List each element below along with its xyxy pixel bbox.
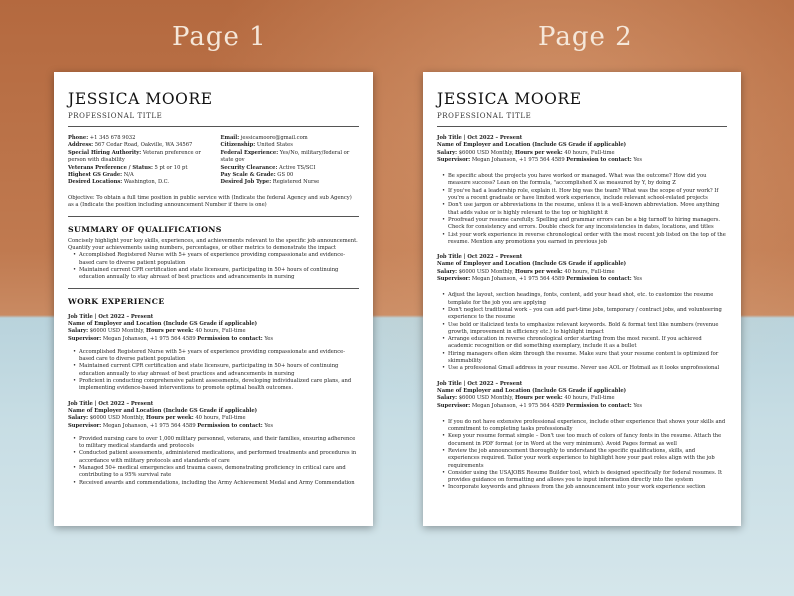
divider xyxy=(68,126,359,127)
contact-field-label: Highest GS Grade: xyxy=(68,172,123,179)
bullet-item: • Managed 50+ medical emergencies and trauma cases, demonstrating proficiency in critical care and contributing to a 95% survival rate xyxy=(68,465,359,480)
bullet-item: • Adjust the layout, section headings, fonts, content, add your head shot, etc. to customize the resume template for the job you are applying xyxy=(437,292,727,307)
supervisor-line: Supervisor: Megan Johanson, +1 975 564 4589 Permission to contact: Yes xyxy=(68,422,274,429)
bullet-item: • Review the job announcement thoroughly to understand the specific qualifications, skills, and experiences required. Tailor your work experience to highlight how your past roles align with the job requirements xyxy=(437,448,727,470)
divider xyxy=(437,126,727,127)
bullet-item: • Proofread your resume carefully. Spelling and grammar errors can be a big turnoff to hiring managers. Check for consistency and errors. Double check for any inconsistencies in dates, locations, and titles xyxy=(437,217,727,232)
bullet-item: • List your work experience in reverse chronological order with the most recent job listed on the top of the resume. Mention any promotions you earned in previous job xyxy=(437,232,727,247)
contact-field xyxy=(221,142,360,149)
contact-field-value: GS 00 xyxy=(275,172,294,179)
employer: Name of Employer and Location (Include GS Grade if applicable) xyxy=(437,142,627,149)
bullet-item: • Maintained current CPR certification and state licensure, participating in 50+ hours of continuing education annually to stay abreast of best practices and advancements in nursing xyxy=(68,267,359,282)
supervisor-line: Supervisor: Megan Johanson, +1 975 564 4589 Permission to contact: Yes xyxy=(437,402,643,409)
salary-line: Salary: $6000 USD Monthly, Hours per week: 40 hours, Full-time xyxy=(68,328,246,335)
contact-field-value: Yes/No, military/federal or state gov xyxy=(220,149,350,164)
contact-field xyxy=(68,179,207,186)
bullet-item: • Accomplished Registered Nurse with 5+ years of experience providing compassionate and evidence-based care to diverse patient population xyxy=(68,252,359,267)
contact-field-value: jessicamoore@gmail.com xyxy=(239,135,308,141)
contact-field xyxy=(221,150,360,165)
bullet-item: • Accomplished Registered Nurse with 5+ years of experience providing compassionate and evidence-based care to diverse patient population xyxy=(68,349,359,364)
contact-field-label: Federal Experience: xyxy=(220,149,279,156)
bullet-item: • Incorporate keywords and phrases from the job announcement into your work experience section xyxy=(437,484,727,491)
bullet-item: • Proficient in conducting comprehensive patient assessments, developing individualized care plans, and implementing evidence-based interventions to promote optimal health outcomes. xyxy=(68,378,359,393)
contact-field xyxy=(221,172,360,179)
bullet-item: • Consider using the USAJOBS Resume Builder tool, which is designed specifically for federal resumes. It provides guidance on formatting and allows you to input information directly into the system xyxy=(437,470,727,485)
supervisor-line: Supervisor: Megan Johanson, +1 975 564 4589 Permission to contact: Yes xyxy=(437,156,643,163)
objective: Objective: To obtain a full time position in public service with (Indicate the federal Agency and sub Agency) as a (Indicate the position including announcement Number if there is one) xyxy=(68,194,352,209)
job-2-bullets xyxy=(68,436,359,487)
summary-heading: SUMMARY OF QUALIFICATIONS xyxy=(68,224,222,234)
contact-field-value: 567 Cedar Road, Oakville, WA 34567 xyxy=(93,142,193,149)
work-experience-heading: WORK EXPERIENCE xyxy=(68,296,165,306)
resume-name: JESSICA MOORE xyxy=(68,90,213,108)
job-header: Job Title | Oct 2022 – Present xyxy=(437,254,523,261)
bullet-item: • If you do not have extensive professional experience, include other experience that shows your skills and commitment to completing tasks professionally xyxy=(437,419,727,434)
contact-field-label: Address: xyxy=(68,142,94,149)
job-entry-4 xyxy=(437,254,727,283)
job-1-bullets xyxy=(68,349,359,393)
bullet-item: • Arrange education in reverse chronological order starting from the most recent. If you achieved academic recognition or did something exemplary, include it as a bullet xyxy=(437,336,727,351)
contact-field-label: Pay Scale & Grade: xyxy=(220,172,276,179)
contact-field xyxy=(68,135,207,142)
contact-field xyxy=(221,165,360,172)
summary-bullets xyxy=(68,252,359,281)
bullet-item: • Don't use jargon or abbreviations in the resume, unless it is a well-known abbreviation. Move anything that adds value or is highly relevant to the top or highlight it xyxy=(437,202,727,217)
job-header: Job Title | Oct 2022 – Present xyxy=(68,313,154,320)
salary-line: Salary: $6000 USD Monthly, Hours per week: 40 hours, Full-time xyxy=(437,268,615,275)
professional-title: PROFESSIONAL TITLE xyxy=(437,112,532,120)
bullet-item: • If you've had a leadership role, explain it. How big was the team? What was the scope of your work? If you're a recent graduate or have limited work experience, include relevant school-related projects xyxy=(437,188,727,203)
contact-field-value: Registered Nurse xyxy=(271,179,320,186)
bullet-item: • Hiring managers often skim through the resume. Make sure that your resume content is optimized for skimmability xyxy=(437,351,727,366)
job-entry-3 xyxy=(437,135,727,164)
contact-field-value: United States xyxy=(255,142,293,149)
contact-left-column xyxy=(68,135,207,187)
contact-field-label: Special Hiring Authority: xyxy=(68,149,142,156)
contact-block xyxy=(68,135,359,187)
divider xyxy=(68,288,359,289)
job-header: Job Title | Oct 2022 – Present xyxy=(68,400,154,407)
bullet-item: • Received awards and commendations, including the Army Achievement Medal and Army Commendation xyxy=(68,480,359,487)
contact-field xyxy=(221,135,360,142)
job-entry-5 xyxy=(437,381,727,410)
contact-field-label: Desired Job Type: xyxy=(220,179,272,186)
bullet-item: • Maintained current CPR certification and state licensure, participating in 50+ hours of continuing education annually to stay abreast of best practices and advancements in nursing xyxy=(68,363,359,378)
job-4-bullets xyxy=(437,292,727,372)
professional-title: PROFESSIONAL TITLE xyxy=(68,112,163,120)
contact-field-label: Phone: xyxy=(68,135,89,141)
employer: Name of Employer and Location (Include GS Grade if applicable) xyxy=(68,407,258,414)
bullet-item: • Provided nursing care to over 1,000 military personnel, veterans, and their families, ensuring adherence to military medical standards and protocols xyxy=(68,436,359,451)
supervisor-line: Supervisor: Megan Johanson, +1 975 564 4589 Permission to contact: Yes xyxy=(437,276,643,283)
resume-name: JESSICA MOORE xyxy=(437,90,582,108)
contact-field-value: N/A xyxy=(122,172,134,179)
contact-field-label: Citizenship: xyxy=(220,142,256,149)
contact-field xyxy=(68,142,207,149)
contact-field-label: Desired Locations: xyxy=(68,179,123,186)
bullet-item: • Use bold or italicized texts to emphasize relevant keywords. Bold & format text like numbers (revenue growth, improvement in efficiency etc.) to highlight impact xyxy=(437,322,727,337)
resume-page-2 xyxy=(423,72,741,526)
bullet-item: • Be specific about the projects you have worked or managed. What was the outcome? How did you measure success? Lean on the formula, "accomplished X as measured by Y, by doing Z xyxy=(437,173,727,188)
contact-field-value: 5 pt or 10 pt xyxy=(152,164,188,171)
contact-field-label: Security Clearance: xyxy=(220,164,278,171)
employer: Name of Employer and Location (Include GS Grade if applicable) xyxy=(437,261,627,268)
job-header: Job Title | Oct 2022 – Present xyxy=(437,380,523,387)
job-entry-2 xyxy=(68,401,359,430)
job-3-bullets xyxy=(437,173,727,246)
job-entry-1 xyxy=(68,314,359,343)
divider xyxy=(68,216,359,217)
page-1-heading: Page 1 xyxy=(172,22,267,52)
bullet-item: • Conducted patient assessments, administered medications, and performed treatments and procedures in accordance with military protocols and standards of care xyxy=(68,450,359,465)
employer: Name of Employer and Location (Include GS Grade if applicable) xyxy=(437,387,627,394)
contact-field xyxy=(68,150,207,165)
salary-line: Salary: $6000 USD Monthly, Hours per week: 40 hours, Full-time xyxy=(68,415,246,422)
contact-field-value: Washington, D.C. xyxy=(122,179,170,186)
supervisor-line: Supervisor: Megan Johanson, +1 975 564 4589 Permission to contact: Yes xyxy=(68,335,274,342)
salary-line: Salary: $6000 USD Monthly, Hours per week: 40 hours, Full-time xyxy=(437,395,615,402)
contact-field-value: +1 345 678 9032 xyxy=(88,135,136,141)
contact-field xyxy=(68,172,207,179)
contact-field xyxy=(221,179,360,186)
job-5-bullets xyxy=(437,419,727,492)
contact-field-value: Active TS/SCI xyxy=(277,164,316,171)
job-header: Job Title | Oct 2022 – Present xyxy=(437,135,523,141)
summary-intro: Concisely highlight your key skills, experiences, and achievements relevant to the specific job announcement. Quantify your achievements using numbers, percentages, or other metrics to demonstrate the impact xyxy=(68,237,358,252)
contact-right-column xyxy=(221,135,360,187)
contact-field-label: Veterans Preference / Status: xyxy=(68,164,153,171)
salary-line: Salary: $6000 USD Monthly, Hours per week: 40 hours, Full-time xyxy=(437,149,615,156)
resume-page-1 xyxy=(54,72,373,526)
contact-field-label: Email: xyxy=(220,135,240,141)
employer: Name of Employer and Location (Include GS Grade if applicable) xyxy=(68,320,258,327)
page-2-heading: Page 2 xyxy=(538,22,633,52)
bullet-item: • Keep your resume format simple – Don't use too much of colors of fancy fonts in the resume. Attach the document in PDF format (or in Word at the very minimum). Avoid Pages format as well xyxy=(437,433,727,448)
contact-field xyxy=(68,165,207,172)
contact-field-value: Veteran preference or person with disability xyxy=(68,149,201,164)
bullet-item: • Use a professional Gmail address in your resume. Never use AOL or Hotmail as it looks unprofessional xyxy=(437,365,727,372)
bullet-item: • Don't neglect traditional work – you can add part-time jobs, temporary / contract jobs, and volunteering experience to the resume xyxy=(437,307,727,322)
